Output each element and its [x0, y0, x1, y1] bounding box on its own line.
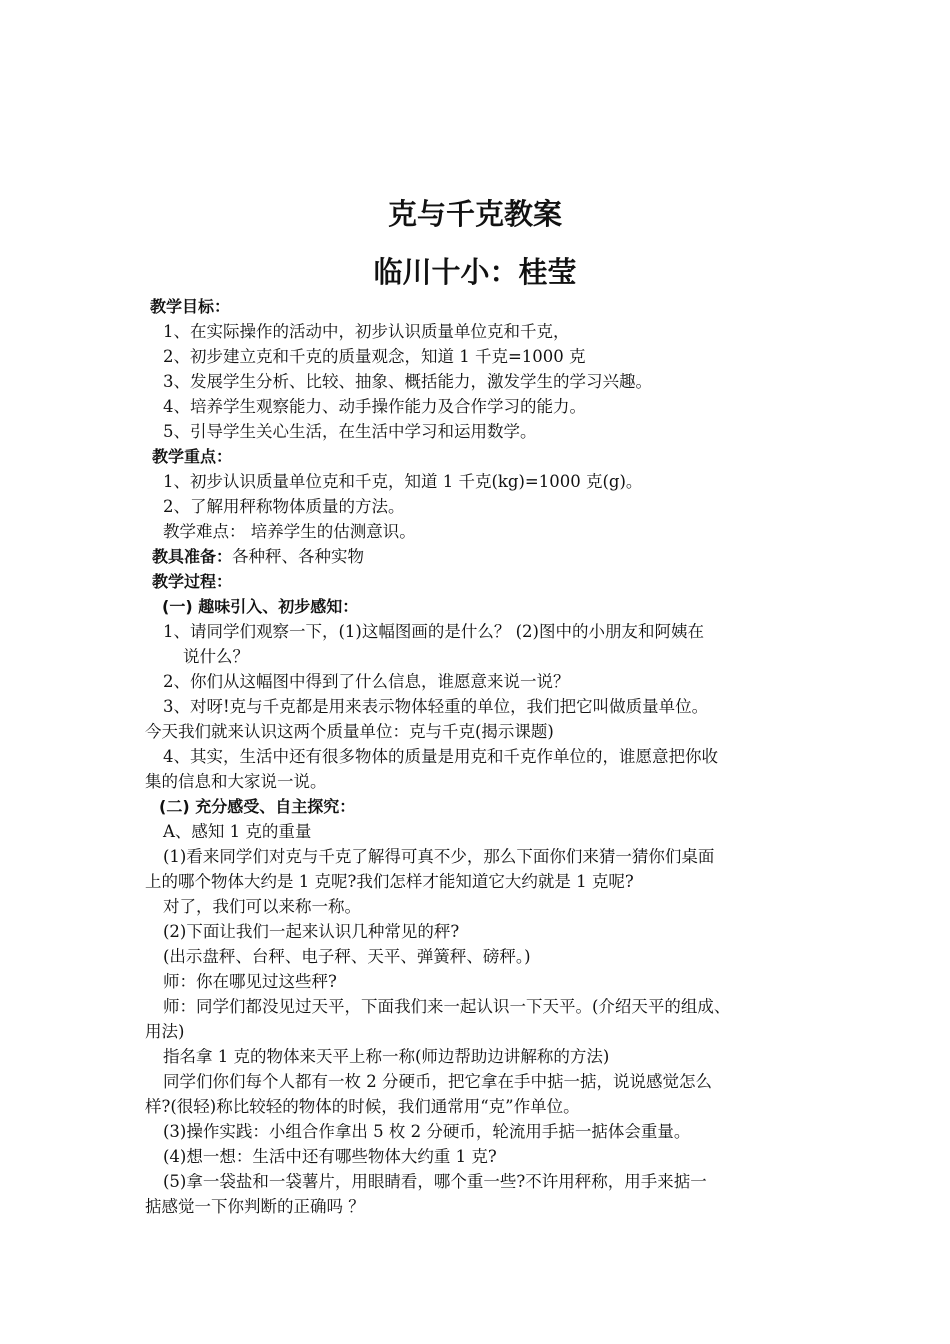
paragraph-line: (2)下面让我们一起来认识几种常见的秤?	[163, 922, 460, 941]
paragraph-line: (5)拿一袋盐和一袋薯片，用眼睛看，哪个重一些?不许用秤称，用手来掂一	[163, 1172, 707, 1191]
key-point-item: 2、了解用秤称物体质量的方法。	[163, 497, 405, 516]
section-heading-key-points: 教学重点：	[152, 447, 233, 466]
paragraph-line: 师：同学们都没见过天平，下面我们来一起认识一下天平。(介绍天平的组成、	[163, 997, 731, 1016]
subsection-heading-intro: (一) 趣味引入、初步感知：	[162, 597, 359, 616]
paragraph-line: 对了，我们可以来称一称。	[163, 897, 361, 916]
key-point-item: 1、初步认识质量单位克和千克，知道 1 千克(kg)=1000 克(g)。	[163, 472, 643, 491]
paragraph-line: A、感知 1 克的重量	[163, 822, 312, 841]
paragraph-line: (3)操作实践：小组合作拿出 5 枚 2 分硬币，轮流用手掂一掂体会重量。	[163, 1122, 691, 1141]
objective-item: 4、培养学生观察能力、动手操作能力及合作学习的能力。	[163, 397, 586, 416]
paragraph-line: 1、请同学们观察一下，(1)这幅图画的是什么？ (2)图中的小朋友和阿姨在	[163, 622, 704, 641]
objective-item: 5、引导学生关心生活，在生活中学习和运用数学。	[163, 422, 537, 441]
paragraph-line: 掂感觉一下你判断的正确吗 ？	[145, 1197, 365, 1216]
section-heading-process: 教学过程：	[152, 572, 233, 591]
objective-item: 2、初步建立克和千克的质量观念，知道 1 千克=1000 克	[163, 347, 586, 366]
paragraph-line: 同学们你们每个人都有一枚 2 分硬币，把它拿在手中掂一掂，说说感觉怎么	[163, 1072, 712, 1091]
paragraph-line: 样?(很轻)称比较轻的物体的时候，我们通常用“克”作单位。	[145, 1097, 580, 1116]
materials-line	[0, 544, 950, 569]
document-title: 克与千克教案	[387, 197, 562, 231]
paragraph-line: 4、其实，生活中还有很多物体的质量是用克和千克作单位的，谁愿意把你收	[163, 747, 718, 766]
paragraph-line: 2、你们从这幅图中得到了什么信息，谁愿意来说一说？	[163, 672, 570, 691]
difficulty-line: 教学难点： 培养学生的估测意识。	[163, 522, 416, 541]
materials-text: 各种秤、各种实物	[232, 547, 365, 566]
paragraph-line: (出示盘秤、台秤、电子秤、天平、弹簧秤、磅秤。)	[163, 947, 531, 966]
paragraph-line: 3、对呀!克与千克都是用来表示物体轻重的单位，我们把它叫做质量单位。	[163, 697, 709, 716]
document-body	[0, 294, 950, 1219]
paragraph-line: 指名拿 1 克的物体来天平上称一称(师边帮助边讲解称的方法)	[163, 1047, 610, 1066]
paragraph-line: (4)想一想：生活中还有哪些物体大约重 1 克?	[163, 1147, 497, 1166]
materials-label: 教具准备：	[152, 547, 233, 566]
paragraph-line: 今天我们就来认识这两个质量单位：克与千克(揭示课题)	[145, 722, 554, 741]
objective-item: 3、发展学生分析、比较、抽象、概括能力，激发学生的学习兴趣。	[163, 372, 652, 391]
subsection-heading-explore: (二) 充分感受、自主探究：	[159, 797, 356, 816]
paragraph-line: 师：你在哪见过这些秤?	[163, 972, 337, 991]
paragraph-line: 说什么？	[183, 647, 249, 666]
document-author: 临川十小：桂莹	[373, 255, 577, 289]
paragraph-line: 用法)	[145, 1022, 185, 1041]
objective-item: 1、在实际操作的活动中，初步认识质量单位克和千克，	[163, 322, 570, 341]
paragraph-line: 集的信息和大家说一说。	[145, 772, 327, 791]
section-heading-objectives: 教学目标：	[150, 297, 231, 316]
paragraph-line: (1)看来同学们对克与千克了解得可真不少，那么下面你们来猜一猜你们桌面	[163, 847, 715, 866]
paragraph-line: 上的哪个物体大约是 1 克呢?我们怎样才能知道它大约就是 1 克呢?	[145, 872, 634, 891]
